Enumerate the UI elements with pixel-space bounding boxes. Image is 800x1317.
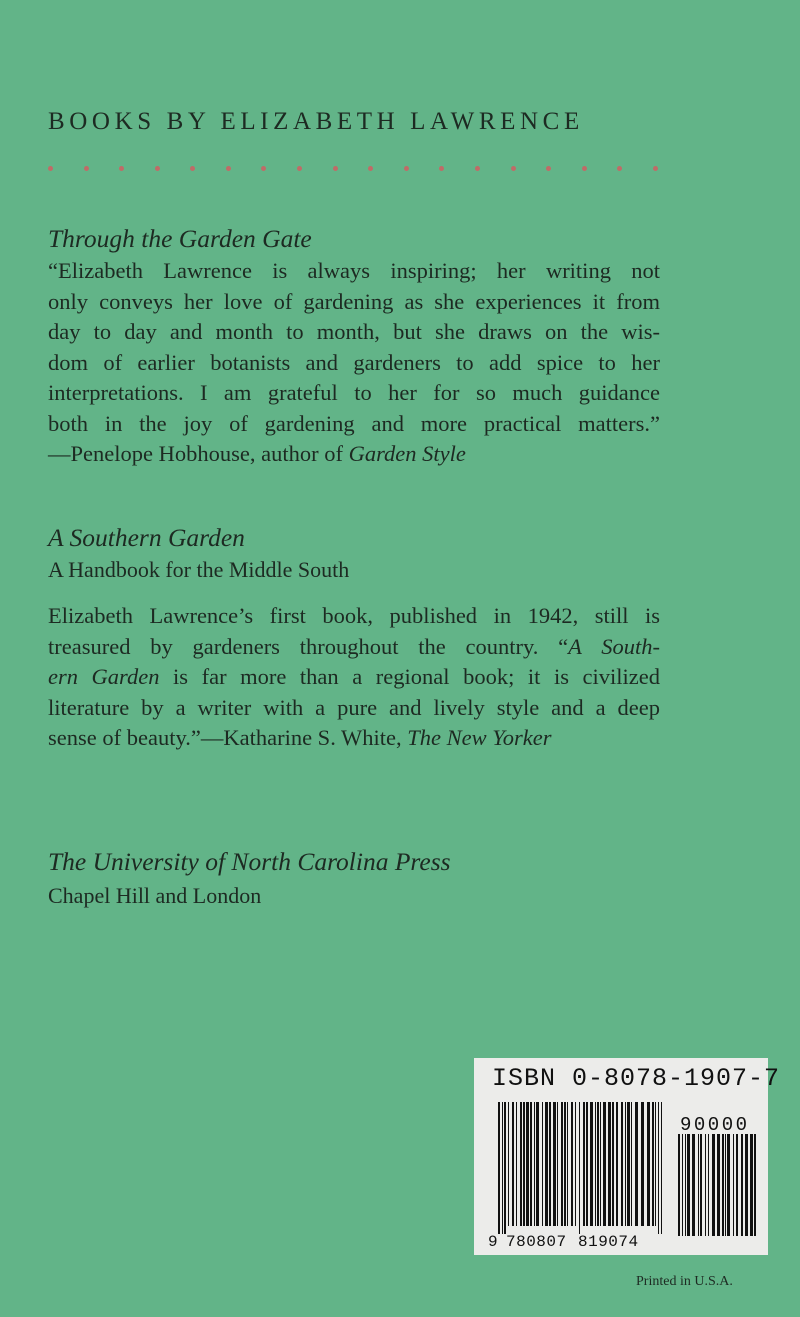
attribution-work: Garden Style [348,441,466,466]
barcode-first-digit: 9 [488,1233,498,1251]
barcode-bar [600,1102,601,1226]
barcode-bar [627,1102,630,1226]
barcode-bar [625,1102,626,1226]
divider-dot [119,166,124,171]
divider-dot [439,166,444,171]
divider-dot [190,166,195,171]
divider-dot [511,166,516,171]
barcode-bar [727,1134,730,1236]
barcode-bar [571,1102,573,1226]
book-description [48,601,660,754]
book-entry-a-southern-garden [48,521,660,754]
barcode-bar [575,1102,576,1226]
quote-line: “Elizabeth Lawrence is always inspiring; her writing not [48,258,660,283]
barcode-bar [616,1102,618,1226]
barcode-bar [750,1134,753,1236]
book-title: Through the Garden Gate [48,224,312,253]
barcode-bar [523,1102,525,1226]
barcode-bar [520,1102,522,1226]
publisher-name: The University of North Carolina Press [48,847,451,876]
divider-dot [155,166,160,171]
barcode-bar [708,1134,709,1236]
barcode-bar [561,1102,563,1226]
barcode-bar [712,1134,715,1236]
text-run: treasured by gardeners throughout the country. “ [48,633,569,659]
barcode-bar [526,1102,529,1226]
barcode-bar [717,1134,720,1236]
barcode-bar [698,1134,699,1236]
barcode-bar [498,1102,500,1234]
barcode-bar [536,1102,539,1226]
barcode-left-digits: 780807 [506,1233,567,1251]
publisher-block [48,845,660,913]
barcode-bar [647,1102,650,1226]
quote-line: day to day and month to month, but she draws on the wis- [48,319,660,344]
barcode-bar [516,1102,517,1226]
divider-dot [261,166,266,171]
description-line [48,632,660,663]
barcode-bar [621,1102,623,1226]
barcode-bar [597,1102,599,1226]
barcode-bar [564,1102,566,1226]
divider-dot [226,166,231,171]
barcode-bar [733,1134,734,1236]
barcode-bar [579,1102,580,1234]
barcode-bar [557,1102,558,1226]
printed-in-label: Printed in U.S.A. [636,1274,733,1289]
barcode-bar [595,1102,596,1226]
barcode-bar [534,1102,535,1226]
barcode-bar [590,1102,593,1226]
barcode-bar [678,1134,680,1236]
barcode-bar [652,1102,654,1226]
barcode-panel [474,1058,781,1255]
barcode-bar [658,1102,659,1234]
text-run: sense of beauty.”—Katharine S. White, [48,725,408,750]
quote-line: interpretations. I am grateful to her for so much guidance [48,380,660,405]
divider-dot [546,166,551,171]
quote-line: dom of earlier botanists and gardeners to add spice to her [48,349,660,375]
barcode-bar [655,1102,656,1226]
barcode-bar [682,1134,683,1236]
divider-dot [368,166,373,171]
barcode-bar [508,1102,509,1226]
isbn-number: ISBN 0-8078-1907-7 [492,1064,781,1093]
barcode-bar [586,1102,588,1226]
barcode-graphic [474,1058,768,1255]
barcode-bar [631,1102,632,1226]
italic-run: A South- [568,633,660,659]
description-line [48,662,660,693]
description-line [48,723,660,754]
section-heading: BOOKS BY ELIZABETH LAWRENCE [48,108,584,135]
italic-run: ern Garden [48,664,160,689]
text-run: is far more than a regional book; it is civilized [159,664,660,689]
barcode-bar [754,1134,756,1236]
barcode-bar [530,1102,532,1226]
barcode-bar [553,1102,556,1226]
divider-dot [333,166,338,171]
barcode-bar [641,1102,644,1226]
barcode-bar [745,1134,748,1236]
barcode-bar [741,1134,743,1236]
dot-divider [48,166,658,171]
addon-bars [678,1134,756,1236]
barcode-bar [542,1102,543,1226]
divider-dot [84,166,89,171]
barcode-bar [504,1102,506,1234]
barcode-bar [725,1134,726,1236]
barcode-bar [603,1102,606,1226]
barcode-bar [661,1102,662,1234]
barcode-bar [705,1134,706,1236]
publisher-place: Chapel Hill and London [48,883,262,908]
barcode-bar [549,1102,551,1226]
barcode-bar [692,1134,695,1236]
divider-dot [617,166,622,171]
divider-dot [475,166,480,171]
quote-line: both in the joy of gardening and more practical matters.” [48,410,660,436]
divider-dot [404,166,409,171]
quote-attribution [48,439,660,470]
price-code: 90000 [680,1114,750,1136]
barcode-bar [700,1134,702,1236]
ean13-bars [498,1102,662,1234]
barcode-bar [685,1134,686,1236]
barcode-bar [583,1102,585,1226]
book-entry-through-the-garden-gate [48,222,660,470]
barcode-bar [545,1102,548,1226]
divider-dot [297,166,302,171]
barcode-bar [512,1102,514,1226]
barcode-bar [687,1134,690,1236]
quote-line: only conveys her love of gardening as she experiences it from [48,288,660,314]
barcode-bar [567,1102,568,1226]
description-line: Elizabeth Lawrence’s first book, published in 1942, still is [48,603,660,628]
barcode-bar [608,1102,611,1226]
book-quote [48,256,660,470]
barcode-bar [502,1102,503,1234]
italic-run: The New Yorker [407,725,552,750]
book-subtitle: A Handbook for the Middle South [48,557,350,582]
barcode-bar [635,1102,638,1226]
divider-dot [653,166,658,171]
divider-dot [582,166,587,171]
barcode-bar [612,1102,614,1226]
book-title: A Southern Garden [48,523,245,552]
barcode-bar [722,1134,724,1236]
barcode-bar [736,1134,738,1236]
divider-dot [48,166,53,171]
barcode-right-digits: 819074 [578,1233,639,1251]
attribution-text: —Penelope Hobhouse, author of [48,441,349,466]
description-line: literature by a writer with a pure and lively style and a deep [48,694,660,720]
